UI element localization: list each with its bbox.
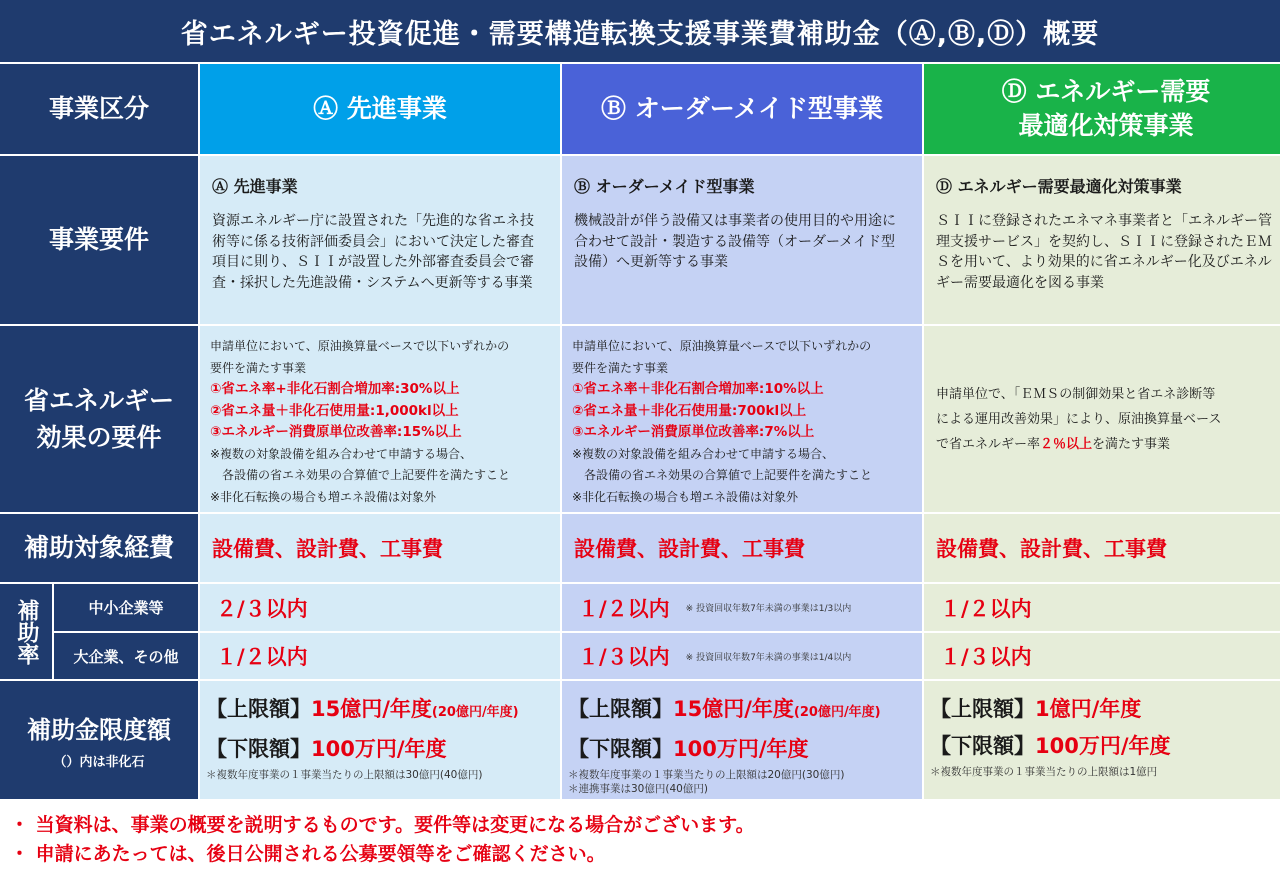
limit-a-upper: 【上限額】15億円/年度(20億円/年度): [206, 697, 519, 721]
effect-a-note3: ※非化石転換の場合も増エネ設備は対象外: [210, 489, 437, 504]
limit-d-note: ＊複数年度事業の１事業当たりの上限額は1億円: [930, 766, 1158, 778]
effect-b-intro1: 申請単位において、原油換算量ベースで以下いずれかの: [572, 339, 872, 353]
rate-d-large: １/３以内: [924, 633, 1280, 679]
limit-b-note2: ＊連携事業は30億円(40億円): [568, 783, 708, 795]
row-label-category: 事業区分: [0, 64, 198, 154]
cost-b: 設備費、設計費、工事費: [562, 514, 922, 582]
effect-d-line3: で省エネルギー率２％以上を満たす事業: [936, 436, 1171, 452]
row-label-limit: [0, 681, 198, 799]
effect-d: [924, 326, 1280, 512]
effect-a-note2: 各設備の省エネ効果の合算値で上記要件を満たすこと: [222, 468, 511, 482]
rate-a-sme: ２/３以内: [200, 584, 560, 631]
rate-b-sme: [562, 584, 922, 631]
effect-d-threshold: ２％以上: [1040, 436, 1093, 452]
rate-a-large: １/２以内: [200, 633, 560, 679]
footer-note-2: ・ 申請にあたっては、後日公開される公募要領等をご確認ください。: [10, 843, 606, 865]
requirements-a: [200, 156, 560, 324]
column-header-d-line1: Ⓓ エネルギー需要: [1001, 77, 1211, 107]
column-header-a: Ⓐ 先進事業: [200, 64, 560, 154]
requirements-b-title: Ⓑ オーダーメイド型事業: [574, 177, 755, 196]
effect-b-intro2: 要件を満たす事業: [572, 360, 669, 375]
requirements-d-text: ＳＩＩに登録されたエネマネ事業者と「エネルギー管理支援サービス」を契約し、ＳＩＩに登録されたＥＭＳを用いて、より効果的に省エネルギー化及びエネルギー需要最適化を図る事業: [936, 213, 1272, 291]
requirements-a-text: 資源エネルギー庁に設置された「先進的な省エネ技術等に係る技術評価委員会」において決定した審査項目に則り、ＳＩＩが設置した外部審査委員会で審査・採択した先進設備・システムへ更新等する事業: [212, 213, 534, 291]
effect-b-condition2: ②省エネ量＋非化石使用量:700kl以上: [572, 402, 807, 419]
effect-b-note3: ※非化石転換の場合も増エネ設備は対象外: [572, 489, 799, 504]
limit-b-note1: ＊複数年度事業の１事業当たりの上限額は20億円(30億円): [568, 769, 845, 781]
effect-a-intro1: 申請単位において、原油換算量ベースで以下いずれかの: [210, 339, 510, 353]
effect-a-intro2: 要件を満たす事業: [210, 360, 307, 375]
effect-d-line2: による運用改善効果」により、原油換算量ベース: [936, 411, 1222, 427]
requirements-d: [924, 156, 1280, 324]
limit-a-lower: 【下限額】100万円/年度: [206, 737, 447, 761]
row-label-rate: 補助率: [0, 584, 52, 679]
column-header-d: [924, 64, 1280, 154]
limit-d: [924, 681, 1280, 799]
effect-b-condition3: ③エネルギー消費原単位改善率:7%以上: [572, 424, 815, 440]
effect-a: [200, 326, 560, 512]
footer-note-1: ・ 当資料は、事業の概要を説明するものです。要件等は変更になる場合がございます。: [10, 814, 755, 836]
page-title: 省エネルギー投資促進・需要構造転換支援事業費補助金（Ⓐ,Ⓑ,Ⓓ）概要: [0, 0, 1280, 62]
limit-b: [562, 681, 922, 799]
effect-b-note1: ※複数の対象設備を組み合わせて申請する場合、: [572, 446, 835, 461]
row-label-limit-line1: 補助金限度額: [27, 716, 171, 744]
effect-a-condition2: ②省エネ量＋非化石使用量:1,000kl以上: [210, 402, 459, 419]
row-label-effect-line1: 省エネルギー: [23, 385, 174, 415]
row-label-effect-line2: 効果の要件: [36, 423, 162, 452]
effect-b: [562, 326, 922, 512]
column-header-d-line2: 最適化対策事業: [1018, 111, 1194, 140]
limit-b-upper: 【上限額】15億円/年度(20億円/年度): [568, 697, 881, 721]
requirements-b: [562, 156, 922, 324]
rate-b-sme-note: ※ 投資回収年数7年未満の事業は1/3以内: [685, 604, 852, 614]
requirements-b-text: 機械設計が伴う設備又は事業者の使用目的や用途に合わせて設計・製造する設備等（オーダーメイド型設備）へ更新等する事業: [574, 213, 896, 270]
cost-a: 設備費、設計費、工事費: [200, 514, 560, 582]
row-label-sme: 中小企業等: [54, 584, 198, 631]
limit-a-note: ＊複数年度事業の１事業当たりの上限額は30億円(40億円): [206, 769, 483, 781]
requirements-d-title: Ⓓ エネルギー需要最適化対策事業: [936, 177, 1182, 196]
limit-d-upper: 【上限額】1億円/年度: [930, 697, 1142, 721]
row-label-effect: [0, 326, 198, 512]
row-label-limit-line2: （）内は非化石: [53, 755, 145, 770]
rate-b-sme-value: １/２以内: [578, 596, 670, 621]
limit-b-lower: 【下限額】100万円/年度: [568, 737, 809, 761]
effect-b-condition1: ①省エネ率＋非化石割合増加率:10%以上: [572, 381, 824, 397]
row-label-large: 大企業、その他: [54, 633, 198, 679]
rate-b-large-value: １/３以内: [578, 645, 670, 669]
column-header-b: Ⓑ オーダーメイド型事業: [562, 64, 922, 154]
effect-a-condition3: ③エネルギー消費原単位改善率:15%以上: [210, 424, 462, 440]
cost-d: 設備費、設計費、工事費: [924, 514, 1280, 582]
limit-a: [200, 681, 560, 799]
effect-d-line1: 申請単位で、「ＥＭＳの制御効果と省エネ診断等: [936, 386, 1216, 402]
requirements-a-title: Ⓐ 先進事業: [212, 177, 298, 196]
effect-b-note2: 各設備の省エネ効果の合算値で上記要件を満たすこと: [584, 468, 873, 482]
effect-a-condition1: ①省エネ率+非化石割合増加率:30%以上: [210, 381, 460, 397]
rate-d-sme: １/２以内: [924, 584, 1280, 631]
effect-a-note1: ※複数の対象設備を組み合わせて申請する場合、: [210, 446, 473, 461]
limit-d-lower: 【下限額】100万円/年度: [930, 734, 1171, 758]
rate-b-large: [562, 633, 922, 679]
row-label-cost: 補助対象経費: [0, 514, 198, 582]
row-label-requirements: 事業要件: [0, 156, 198, 324]
overview-table: [0, 64, 1280, 793]
rate-b-large-note: ※ 投資回収年数7年未満の事業は1/4以内: [685, 652, 852, 663]
